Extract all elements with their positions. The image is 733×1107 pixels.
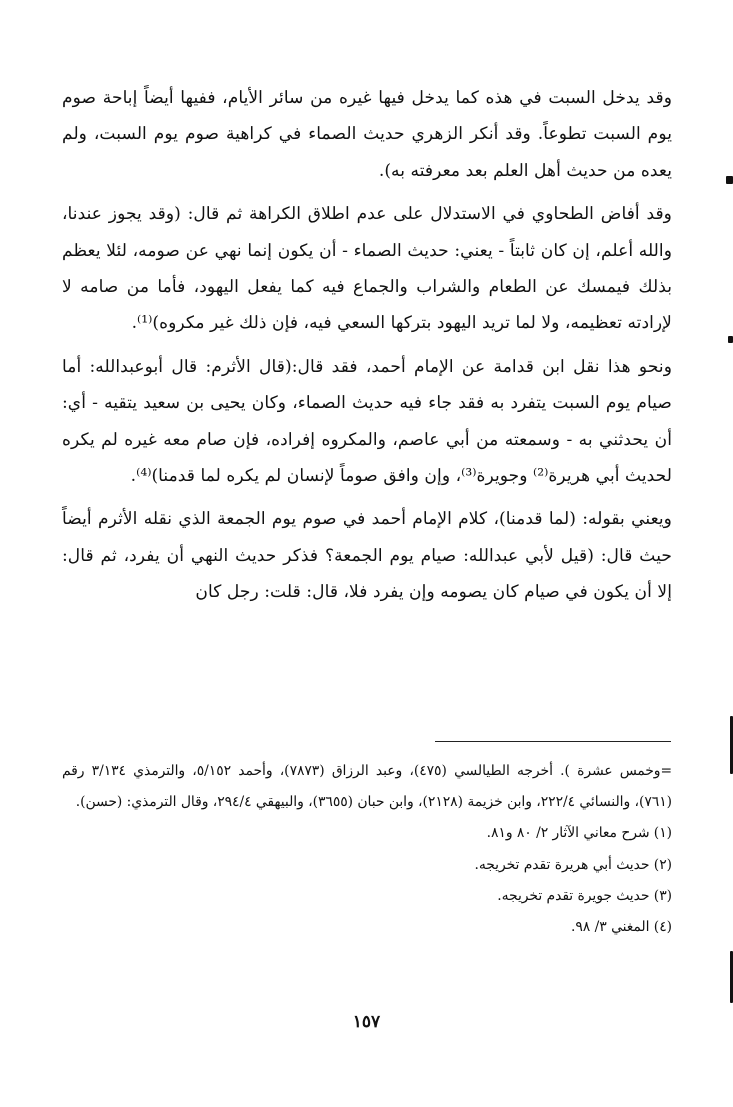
- scan-edge-mark-top: [726, 176, 733, 184]
- footnotes: [62, 756, 672, 943]
- paragraph-4: ويعني بقوله: (لما قدمنا)، كلام الإمام أحمد في صوم يوم الجمعة الذي نقله الأثرم أيضاً حيث قال: (قيل لأبي عبدالله: صيام يوم الجمعة؟ فذكر حديث النهي أن يفرد، ثم قال: إلا أن يكون في صيام كان يصومه وإن يفرد فلا، قال: قلت: رجل كان: [62, 509, 672, 603]
- footnote-3: (٣) حديث جويرة تقدم تخريجه.: [497, 887, 672, 904]
- footnote-4: (٤) المغني ٣/ ٩٨.: [571, 919, 672, 936]
- footnote-2: (٢) حديث أبي هريرة تقدم تخريجه.: [474, 856, 672, 873]
- footnote-continuation: =وخمس عشرة ). أخرجه الطيالسي (٤٧٥)، وعبد الرزاق (٧٨٧٣)، وأحمد ٥/١٥٢، والترمذي ٣/١٣٤ رقم (٧٦١)، والنسائي ٢٢٢/٤، وابن خزيمة (٢١٢٨)، وابن حبان (٣٦٥٥)، والبيهقي ٢٩٤/٤، وقال الترمذي: (حسن).: [62, 763, 673, 811]
- footnote-divider: [435, 741, 671, 742]
- paragraph-2: وقد أفاض الطحاوي في الاستدلال على عدم اطلاق الكراهة ثم قال: (وقد يجوز عندنا، والله أعلم، إن كان ثابتاً - يعني: حديث الصماء - أن يكون إنما نهي عن صومه، لئلا يعظم بذلك فيمسك عن الطعام والشراب والجماع فيه كما يفعل اليهود، فأما من صامه لا لإرادته تعظيمه، ولا لما تريد اليهود بتركها السعي فيه، فإن ذلك غير مكروه)⁽¹⁾.: [62, 204, 672, 334]
- paragraph-1: وقد يدخل السبت في هذه كما يدخل فيها غيره من سائر الأيام، ففيها أيضاً إباحة صوم يوم السبت تطوعاً. وقد أنكر الزهري حديث الصماء في كراهية صوم يوم السبت، ولم يعده من حديث أهل العلم بعد معرفته به).: [62, 88, 672, 181]
- scan-edge-mark-middle: [728, 336, 733, 343]
- paragraph-3: ونحو هذا نقل ابن قدامة عن الإمام أحمد، فقد قال:(قال الأثرم: قال أبوعبدالله: أما صيام يوم السبت يتفرد به فقد جاء فيه حديث الصماء، وكان يحيى بن سعيد يتقيه - أي: أن يحدثني به - وسمعته من أبي عاصم، والمكروه إفراده، فإن صام معه غيره لم يكره لحديث أبي هريرة⁽²⁾ وجويرة⁽³⁾، وإن وافق صوماً لإنسان لم يكره لما قدمنا)⁽⁴⁾.: [62, 356, 672, 487]
- footnote-1: (١) شرح معاني الآثار ٢/ ٨٠ و٨١.: [486, 825, 672, 842]
- page-number: ١٥٧: [352, 1012, 381, 1032]
- main-text: [62, 80, 672, 618]
